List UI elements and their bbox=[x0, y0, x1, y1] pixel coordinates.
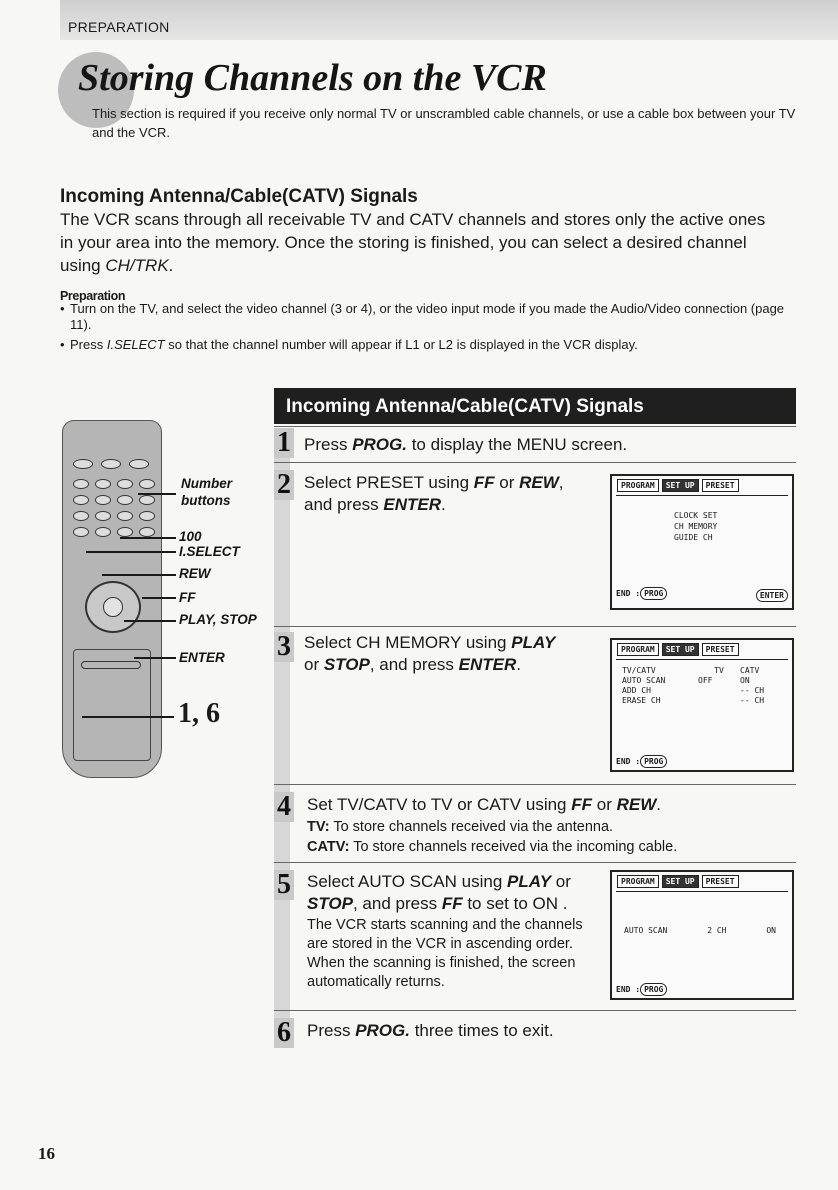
callout-line bbox=[82, 716, 174, 718]
step-6-text: Press PROG. three times to exit. bbox=[307, 1021, 554, 1040]
divider bbox=[274, 462, 796, 463]
callout-line bbox=[142, 597, 176, 599]
step-number: 1 bbox=[274, 428, 294, 458]
divider bbox=[274, 626, 796, 627]
preparation-list bbox=[60, 301, 790, 357]
step-4-text: Set TV/CATV to TV or CATV using FF or REW. bbox=[307, 795, 661, 814]
remote-control-illustration bbox=[62, 420, 162, 778]
divider bbox=[274, 784, 796, 785]
callout-line bbox=[86, 551, 176, 553]
step-1-text: Press PROG. to display the MENU screen. bbox=[304, 435, 628, 454]
menu-screen-preset: PROGRAM SET UP PRESET CLOCK SET CH MEMORY GUIDE CH END : PROG ENTER bbox=[610, 474, 794, 610]
label-play-stop: PLAY, STOP bbox=[179, 612, 257, 627]
menu-item: GUIDE CH bbox=[674, 533, 713, 542]
step-5-detail: The VCR starts scanning and the channels are stored in the VCR in ascending order. When the scanning is finished, the screen automatically returns. bbox=[307, 917, 583, 990]
step-4-tv-note: TV: To store channels received via the antenna. bbox=[307, 819, 614, 835]
step-number: 6 bbox=[274, 1018, 294, 1048]
steps-banner: Incoming Antenna/Cable(CATV) Signals bbox=[274, 388, 796, 424]
callout-line bbox=[120, 537, 176, 539]
menu-screen-ch-memory: PROGRAM SET UP PRESET TV/CATV TV CATV AUTO SCAN OFF ON ADD CH -- CH ERASE CH -- CH END : PROG bbox=[610, 638, 794, 772]
step-number: 3 bbox=[274, 632, 294, 662]
menu-item: CLOCK SET bbox=[674, 511, 718, 520]
callout-line bbox=[102, 574, 176, 576]
step-number: 4 bbox=[274, 792, 294, 822]
label-ff: FF bbox=[179, 590, 196, 605]
label-number: Number bbox=[181, 476, 233, 491]
step-3-text: Select CH MEMORY using PLAY or STOP, and press ENTER. bbox=[304, 633, 556, 674]
label-buttons: buttons bbox=[181, 493, 231, 508]
preparation-heading: Preparation bbox=[60, 289, 126, 303]
page-number: 16 bbox=[38, 1144, 55, 1163]
label-enter: ENTER bbox=[179, 650, 225, 665]
menu-item: CH MEMORY bbox=[674, 522, 718, 531]
menu-screen-auto-scan: PROGRAM SET UP PRESET AUTO SCAN 2 CH ON END : PROG bbox=[610, 870, 794, 1000]
step-5-text: Select AUTO SCAN using PLAY or STOP, and press FF to set to ON . bbox=[307, 872, 571, 913]
label-rew: REW bbox=[179, 566, 211, 581]
section-label: PREPARATION bbox=[68, 19, 170, 35]
divider bbox=[274, 426, 796, 427]
step-number: 2 bbox=[274, 470, 294, 500]
preparation-bullet: • Turn on the TV, and select the video channel (3 or 4), or the video input mode if you made the Audio/Video connection (page 11). bbox=[60, 301, 790, 333]
steps-sidebar bbox=[274, 428, 290, 1048]
callout-line bbox=[138, 493, 176, 495]
callout-line bbox=[134, 657, 176, 659]
header-bar bbox=[60, 0, 838, 40]
ch-trk-key: CH/TRK bbox=[105, 256, 169, 275]
divider bbox=[274, 862, 796, 863]
step-number: 5 bbox=[274, 870, 294, 900]
label-100: 100 bbox=[179, 529, 202, 544]
step-4-catv-note: CATV: To store channels received via the incoming cable. bbox=[307, 839, 678, 855]
divider bbox=[274, 1010, 796, 1011]
step-2-text: Select PRESET using FF or REW, and press ENTER. bbox=[304, 473, 564, 514]
label-steps-1-6: 1, 6 bbox=[178, 698, 220, 729]
label-iselect: I.SELECT bbox=[179, 544, 240, 559]
callout-line bbox=[124, 620, 176, 622]
intro-text: This section is required if you receive only normal TV or unscrambled cable channels, or use a cable box between your TV and the VCR. bbox=[92, 106, 796, 140]
section-heading: Incoming Antenna/Cable(CATV) Signals bbox=[60, 186, 418, 207]
page-title: Storing Channels on the VCR bbox=[78, 57, 547, 99]
preparation-bullet: • Press I.SELECT so that the channel number will appear if L1 or L2 is displayed in the VCR display. bbox=[60, 337, 790, 353]
section-paragraph: The VCR scans through all receivable TV and CATV channels and stores only the active ones in your area into the memory. Once the storing is finished, you can select a desired channel using CH/TRK. bbox=[60, 210, 766, 275]
